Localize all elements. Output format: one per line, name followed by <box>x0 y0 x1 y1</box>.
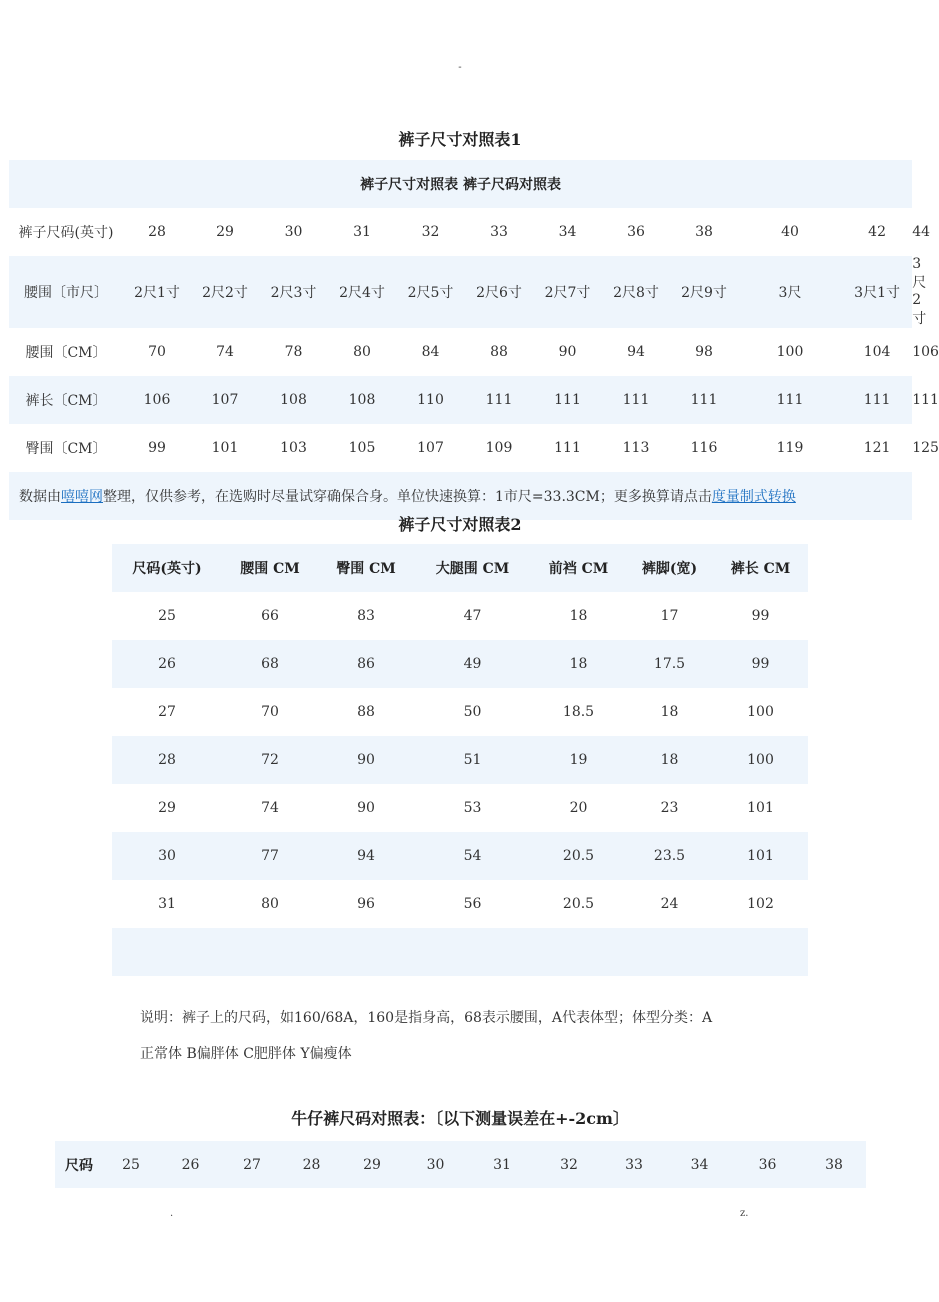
size-description <box>140 1000 790 1072</box>
table2-cell: 56 <box>463 896 482 912</box>
table1-cell: 110 <box>396 376 465 424</box>
table2-cell <box>626 928 713 976</box>
table2-cell: 99 <box>751 608 770 624</box>
table2-row <box>112 640 808 688</box>
table2-cell: 100 <box>713 736 808 784</box>
table2-cell: 101 <box>713 832 808 880</box>
table3-cell: 25 <box>103 1141 159 1188</box>
table2-cell: 66 <box>261 608 279 624</box>
table2-cell: 86 <box>318 640 414 688</box>
table2-cell: 18.5 <box>562 704 595 720</box>
table1-cell: 119 <box>776 440 804 456</box>
table2-cell: 18 <box>531 640 626 688</box>
note-middle-text: 整理，仅供参考，在选购时尽量试穿确保合身。单位快速换算：1市尺=33.3CM；更多换算请点击 <box>103 489 712 505</box>
table2-cell: 25 <box>158 608 176 624</box>
table2-cell: 18 <box>569 608 588 624</box>
table1-cell: 116 <box>690 440 718 456</box>
unit-conversion-link[interactable]: 度量制式转换 <box>711 489 796 505</box>
table3-cell: 36 <box>733 1141 802 1188</box>
table1-cell: 111 <box>602 376 670 424</box>
table1-cell: 100 <box>776 344 804 360</box>
table2-cell <box>318 928 414 976</box>
table2-cell: 77 <box>222 832 318 880</box>
table1-cell: 104 <box>863 344 891 360</box>
table1-cell: 78 <box>284 344 303 360</box>
table2-cell: 47 <box>463 608 482 624</box>
table1-row-label: 腰围〔CM〕 <box>25 345 107 361</box>
table2-cell: 23 <box>660 800 679 816</box>
table2-header-row <box>112 544 808 592</box>
table2-cell: 18 <box>660 704 679 720</box>
table1-row-label: 腰围〔市尺〕 <box>9 256 123 328</box>
table1-cell: 106 <box>123 376 191 424</box>
table2-column-header: 尺码(英寸) <box>112 544 222 592</box>
table3-cell: 26 <box>159 1141 222 1188</box>
table2-row <box>112 592 808 640</box>
table2-cell: 28 <box>112 736 222 784</box>
table2-cell: 18 <box>626 736 713 784</box>
table1-cell: 99 <box>148 440 166 456</box>
table2-cell: 100 <box>747 704 774 720</box>
table2-cell: 24 <box>660 896 679 912</box>
table2-cell: 53 <box>463 800 482 816</box>
table2-cell: 94 <box>318 832 414 880</box>
table1-row: 腰围〔CM〕 70 74 78 80 84 88 90 94 98 100 104 106 <box>9 328 912 376</box>
table2-cell <box>222 928 318 976</box>
table3-size-row <box>55 1141 866 1188</box>
table3-cell: 30 <box>403 1141 468 1188</box>
table2-cell: 74 <box>261 800 279 816</box>
table1-row-label: 裤子尺码(英寸) <box>18 225 114 241</box>
note-prefix-text: 数据由 <box>19 489 61 505</box>
page-footer-right: z. <box>740 1208 749 1219</box>
table1-row: 裤子尺码(英寸) 28 29 30 31 32 33 34 36 38 40 42 44 <box>9 208 912 256</box>
table1-cell: 103 <box>280 440 307 456</box>
table2-column-header: 臀围 CM <box>318 544 414 592</box>
table1-cell: 28 <box>148 224 166 240</box>
table2-cell <box>531 928 626 976</box>
table2-cell: 54 <box>414 832 531 880</box>
table3-cell: 38 <box>802 1141 866 1188</box>
table2-cell: 17 <box>660 608 679 624</box>
table2-cell: 80 <box>261 896 279 912</box>
table3-cell: 34 <box>666 1141 733 1188</box>
table1-row-label: 裤长〔CM〕 <box>9 376 123 424</box>
table2-cell: 20 <box>569 800 588 816</box>
table3-title: 牛仔裤尺码对照表：〔以下测量误差在+-2cm〕 <box>291 1109 629 1128</box>
table1-subtitle: 裤子尺寸对照表 裤子尺码对照表 <box>9 160 912 208</box>
table2-title: 裤子尺寸对照表2 <box>398 515 522 534</box>
table1-cell: 36 <box>627 224 645 240</box>
table1-cell: 107 <box>191 376 259 424</box>
table1-cell: 3尺1寸 <box>842 256 912 328</box>
table1-row: 裤长〔CM〕 106 107 108 108 110 111 111 111 111 111 111 111 <box>9 376 912 424</box>
table2-cell: 20.5 <box>562 896 595 912</box>
table2-cell: 30 <box>112 832 222 880</box>
table1-cell: 2尺1寸 <box>123 256 191 328</box>
table2-cell <box>414 928 531 976</box>
table1-cell: 107 <box>417 440 444 456</box>
source-site-link[interactable]: 嘻嘻网 <box>61 489 103 505</box>
table1-cell: 105 <box>348 440 376 456</box>
table3-cell: 32 <box>536 1141 602 1188</box>
table1-cell: 42 <box>868 224 886 240</box>
table1-cell: 111 <box>738 376 842 424</box>
table1-title: 裤子尺寸对照表1 <box>398 130 522 149</box>
table2-column-header: 腰围 CM <box>222 544 318 592</box>
table2-cell: 20.5 <box>531 832 626 880</box>
table1-cell: 40 <box>781 224 799 240</box>
table2-cell: 23.5 <box>626 832 713 880</box>
table2-cell: 50 <box>463 704 482 720</box>
page-footer-left: . <box>170 1208 174 1219</box>
table2-cell: 101 <box>747 800 774 816</box>
table1-row-label: 臀围〔CM〕 <box>25 441 107 457</box>
table2-row <box>112 784 808 832</box>
table2-cell: 26 <box>112 640 222 688</box>
table2-cell: 31 <box>158 896 176 912</box>
table1-cell: 111 <box>533 376 602 424</box>
size-table-2 <box>112 544 808 976</box>
table1-cell: 88 <box>490 344 508 360</box>
table3-cell: 33 <box>602 1141 666 1188</box>
table1-cell: 3尺 <box>738 256 842 328</box>
table1-cell: 2尺4寸 <box>328 256 396 328</box>
table2-cell: 27 <box>158 704 176 720</box>
table2-cell: 88 <box>357 704 375 720</box>
table1-cell: 2尺8寸 <box>602 256 670 328</box>
table3-row-label: 尺码 <box>55 1141 103 1188</box>
table2-cell: 70 <box>261 704 279 720</box>
table3-cell: 29 <box>341 1141 403 1188</box>
table1-cell: 29 <box>216 224 234 240</box>
table2-cell: 83 <box>357 608 375 624</box>
table2-cell: 29 <box>158 800 176 816</box>
jeans-size-table <box>55 1141 866 1188</box>
table3-cell: 31 <box>468 1141 536 1188</box>
table1-subtitle-row <box>9 160 912 208</box>
table1-cell: 34 <box>558 224 577 240</box>
table2-cell: 17.5 <box>626 640 713 688</box>
table2-cell: 72 <box>222 736 318 784</box>
table3-cell: 28 <box>282 1141 341 1188</box>
table1-cell: 101 <box>211 440 239 456</box>
table2-cell: 51 <box>414 736 531 784</box>
table1-cell: 108 <box>328 376 396 424</box>
table1-cell: 80 <box>353 344 371 360</box>
table2-row <box>112 736 808 784</box>
table2-cell: 99 <box>713 640 808 688</box>
table2-cell: 96 <box>357 896 375 912</box>
table2-column-header: 裤长 CM <box>713 544 808 592</box>
page-header-mark: - <box>458 62 462 73</box>
table1-cell: 111 <box>465 376 533 424</box>
table1-cell: 90 <box>558 344 577 360</box>
table1-cell: 38 <box>695 224 713 240</box>
table1-cell: 84 <box>421 344 440 360</box>
table2-cell <box>112 928 222 976</box>
table1-cell: 108 <box>259 376 328 424</box>
table1-cell: 32 <box>421 224 440 240</box>
table1-row: 腰围〔市尺〕 2尺1寸 2尺2寸 2尺3寸 2尺4寸 2尺5寸 2尺6寸 2尺7寸 2尺8寸 2尺9寸 3尺 3尺1寸 3尺2寸 <box>9 256 912 328</box>
table2-row <box>112 832 808 880</box>
table1-cell: 111 <box>670 376 738 424</box>
table1-cell: 70 <box>148 344 166 360</box>
table1-cell: 2尺2寸 <box>191 256 259 328</box>
table1-cell: 2尺7寸 <box>533 256 602 328</box>
table2-cell: 68 <box>222 640 318 688</box>
table1-cell: 113 <box>622 440 650 456</box>
table2-cell: 90 <box>318 736 414 784</box>
table3-cell: 27 <box>222 1141 282 1188</box>
table1-cell: 33 <box>490 224 508 240</box>
table2-column-header: 大腿围 CM <box>414 544 531 592</box>
table1-cell: 121 <box>863 440 891 456</box>
table2-cell: 49 <box>414 640 531 688</box>
table2-row <box>112 880 808 928</box>
table2-cell: 19 <box>531 736 626 784</box>
table1-cell: 111 <box>842 376 912 424</box>
table2-cell <box>713 928 808 976</box>
table2-cell: 102 <box>747 896 774 912</box>
table1-cell: 109 <box>485 440 513 456</box>
size-description-line-1: 说明：裤子上的尺码，如160/68A，160是指身高，68表示腰围，A代表体型；体型分类：A <box>140 1010 713 1026</box>
table1-cell: 2尺5寸 <box>396 256 465 328</box>
table2-cell: 90 <box>357 800 375 816</box>
table1-cell: 94 <box>627 344 645 360</box>
table1-cell: 98 <box>695 344 713 360</box>
table2-column-header: 裤脚(宽) <box>626 544 713 592</box>
table2-row <box>112 928 808 976</box>
table2-column-header: 前裆 CM <box>531 544 626 592</box>
table1-cell: 2尺9寸 <box>670 256 738 328</box>
table1-cell: 2尺3寸 <box>259 256 328 328</box>
table1-cell: 31 <box>353 224 371 240</box>
table1-cell: 111 <box>554 440 581 456</box>
size-description-line-2: 正常体 B偏胖体 C肥胖体 Y偏瘦体 <box>140 1046 352 1062</box>
size-table-1 <box>9 160 939 520</box>
table1-row: 臀围〔CM〕 99 101 103 105 107 109 111 113 116 119 121 125 <box>9 424 912 472</box>
table1-cell: 30 <box>284 224 303 240</box>
table2-row <box>112 688 808 736</box>
table1-cell: 2尺6寸 <box>465 256 533 328</box>
table1-cell: 74 <box>216 344 234 360</box>
